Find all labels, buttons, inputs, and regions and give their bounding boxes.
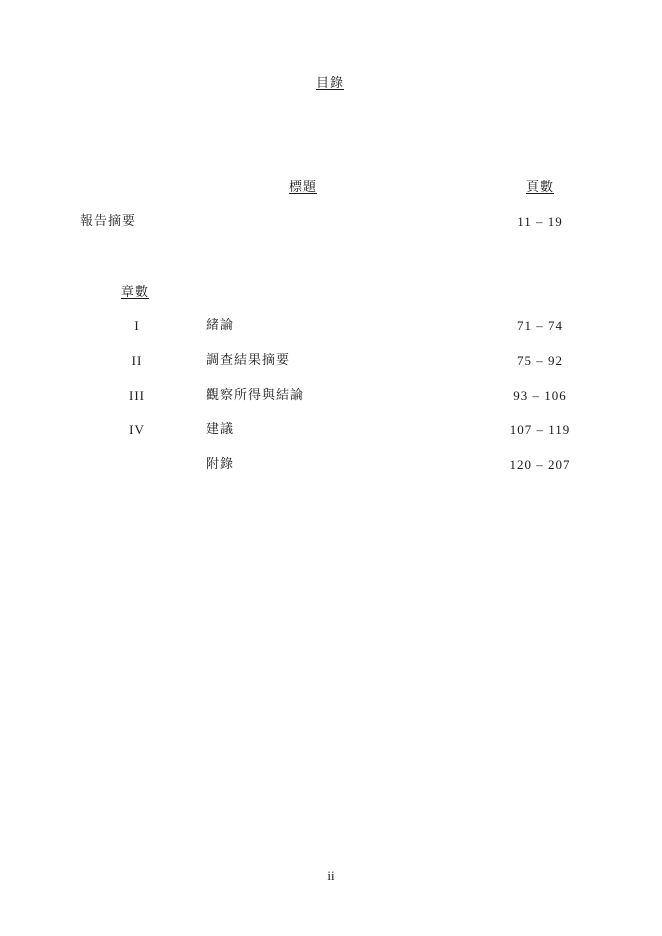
chapter-title: 緒論 xyxy=(206,318,235,333)
chapter-pages: 71 – 74 xyxy=(517,318,563,333)
chapter-pages: 75 – 92 xyxy=(517,353,563,368)
chapter-title: 調查結果摘要 xyxy=(206,353,291,368)
chapter-number: III xyxy=(129,388,145,403)
chapter-pages: 107 – 119 xyxy=(509,422,571,437)
chapter-pages: 93 – 106 xyxy=(513,388,567,403)
page-title: 目錄 xyxy=(315,76,345,91)
chapter-number: II xyxy=(131,353,143,368)
summary-label: 報告摘要 xyxy=(80,214,137,229)
chapter-title: 附錄 xyxy=(206,457,235,472)
chapter-pages: 120 – 207 xyxy=(509,457,571,472)
chapter-number: I xyxy=(134,318,140,333)
summary-pages: 11 – 19 xyxy=(517,214,563,229)
pages-column-header: 頁數 xyxy=(525,180,555,195)
chapter-title: 建議 xyxy=(206,422,235,437)
chapter-title: 觀察所得與結論 xyxy=(206,388,305,403)
title-column-header: 標題 xyxy=(288,180,318,195)
page-number: ii xyxy=(327,868,335,883)
chapter-number: IV xyxy=(129,422,145,437)
chapters-heading: 章數 xyxy=(121,285,150,300)
